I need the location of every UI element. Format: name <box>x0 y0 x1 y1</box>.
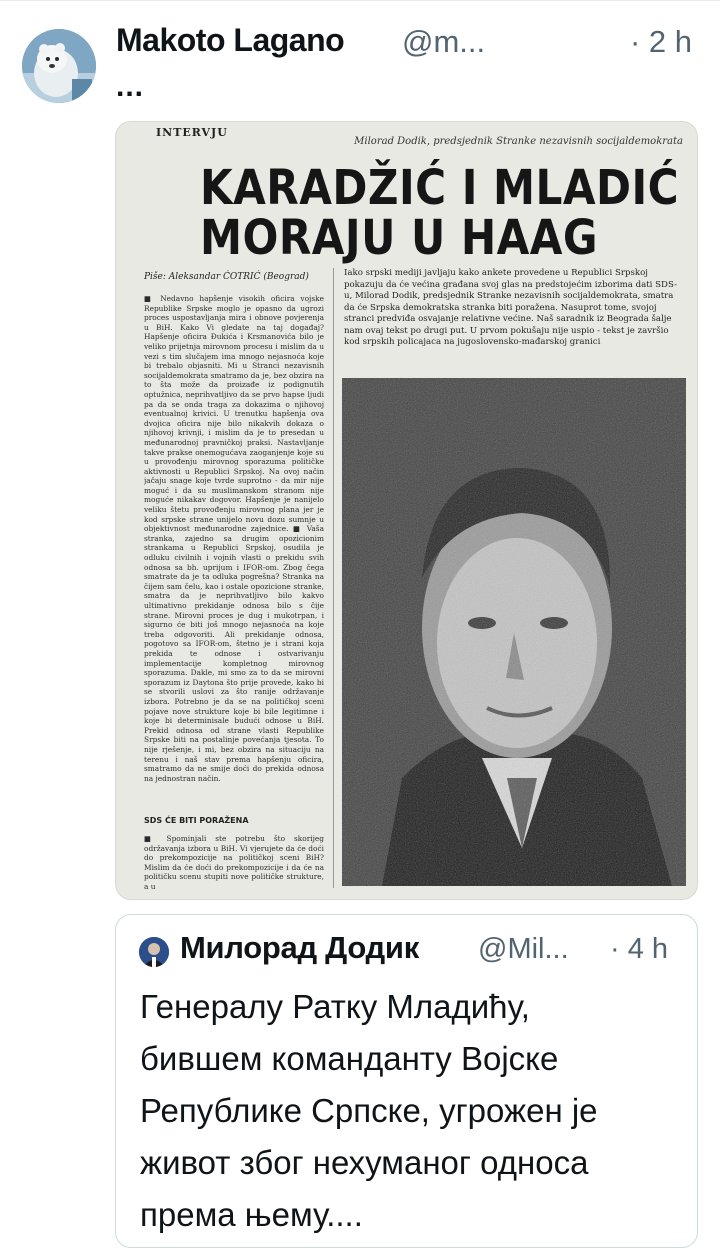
newspaper-section-label: INTERVJU <box>156 126 228 139</box>
newspaper-subhead: SDS ĆE BITI PORAŽENA <box>144 816 249 825</box>
portrait-photo-graphic <box>342 378 686 886</box>
quoted-tweet[interactable] <box>115 914 698 1248</box>
newspaper-column-tail <box>144 834 324 894</box>
author-avatar[interactable] <box>22 29 96 103</box>
tweet-header <box>116 20 696 64</box>
timestamp[interactable]: · 2 h <box>630 24 693 59</box>
newspaper-author: Piše: Aleksandar ĆOTRIĆ (Beograd) <box>144 272 309 282</box>
quoted-text-line: бившем команданту Војске <box>140 1040 559 1077</box>
polar-bear-avatar-icon <box>22 29 96 103</box>
newspaper-column-rule <box>333 268 334 888</box>
newspaper-headline-line2: MORAJU U HAAG <box>200 210 599 266</box>
display-name[interactable]: Makoto Lagano <box>116 22 345 58</box>
newspaper-image[interactable] <box>115 121 698 900</box>
person-avatar-icon <box>139 937 169 967</box>
newspaper-lead: Iako srpski mediji javljaju kako ankete provedene u Republici Srpskoj pokazuju da će većina građana svoj glas na predstojećim izborima dati SDS-u, Milorad Dodik, predsjednik Stranke nezavisnih socijaldemokrata, smatra da će Srpska demokratska stranka biti poražena. Nasuprot tome, svojoj stranci predviđa osvajanje relativne većine. Naš saradnik iz Beograda šalje nam ovaj tekst po drugi put. U prvom pokušaju nije uspio - tekst je završio kod srpskih policajaca na jugoslovensko-mađarskoj granici <box>344 268 678 347</box>
quoted-text-line: према њему.... <box>140 1196 363 1233</box>
quoted-display-name[interactable]: Милорад Додик <box>180 930 419 965</box>
top-divider <box>0 0 720 1</box>
quoted-author-avatar[interactable] <box>139 937 169 967</box>
quoted-text-line: Генералу Ратку Младићу, <box>140 988 530 1025</box>
quoted-timestamp[interactable]: · 4 h <box>610 933 669 965</box>
quoted-text-line: живот због нехуманог односа <box>140 1144 589 1181</box>
quoted-tweet-text <box>140 981 685 1241</box>
newspaper-column-text <box>144 294 324 884</box>
newspaper-column-body: ■ Nedavno hapšenje visokih oficira vojske Republike Srpske moglo je opasno da ugrozi proces uspostavljanja mira i obnove povjerenja u BiH. Kako Vi gledate na taj događaj? Hapšenje oficira Đukića i Krsmanovića bilo je veliko prijetnja mirovnom procesu i mislim da u vezi s tim slučajem ima mnogo nejasnoća koje bi trebalo objasniti. Mi u Stranci nezavisnih socijaldemokrata smatramo da je, bez obzira na to šta može da proizađe iz podignutih optužnica, neprihvatljivo da se prvo hapse ljudi pa da se onda traga za dokazima o njihovoj eventualnoj krivici. U trenutku hapšenja ova dvojica oficira nije bilo nikakvih dokaza o njihovoj krivnji, i mislim da je to presedan u međunarodnoj pravničkoj praksi. Nastavljanje takve prakse onemogućava zaoganjenje koje su u provođenju mirovnog sporazuma političke aktivnosti u Republici Srpskoj. Na ovoj način jačaju snage koje tvrde suprotno - da mir nije moguć i da su muslimanskom stranom nije moguće nikakav dogovor. Hapšenje je nanijelo veliku štetu provođenju mirovnog plana jer je kod srpske strane unijelo novu dozu sumnje u objektivnost međunarodne zajednice. ■ Vaša stranka, zajedno sa drugim opozicionim strankama u Republici Srpskoj, osudila je odluku civilnih i vojnih vlasti o prekidu svih odnosa sa bh. uprijum i IFOR-om. Zbog čega smatrate da je ta odluka pogrešna? Stranka na čijem sam čelu, kao i ostale opozicione stranke, smatra da je neprihvatljivo bilo kakvo ultimativno prekidanje odnosa bilo s čije strane. Mirovni proces je dug i mukotrpan, i sigurno će biti još mnogo nejasnoća na koje treba odgovoriti. Ali prekidanje odnosa, pogotovo sa IFOR-om, štetno je i strani koja prekida te odnose i ostvarivanju implementacije kompletnog mirovnog sporazuma. Dakle, mi smo za to da se mirovni sporazum iz Daytona što prije provede, kako bi se stvorili uslovi za što ranije održavanje izbora. Potrebno je da se na političkoj sceni pojave nove strukture koje bi bile legitimne i koje bi determinisale budući odnose u BiH. Prekid odnosa od strane vlasti Republike Srpske biti na postalinje povećanja tjesota. To nije rješenje, i mi, bez obzira na situaciju na terenu i naš stav prema hapšenju oficira, smatramo da ne smije doći do prekida odnosa na jednostran način. <box>144 294 324 783</box>
quoted-user-handle[interactable]: @Mil... <box>478 933 569 965</box>
quoted-text-line: Републике Српске, угрожен је <box>140 1092 598 1129</box>
newspaper-headline-line1: KARADŽIĆ I MLADIĆ <box>200 160 680 216</box>
user-handle[interactable]: @m... <box>402 24 486 59</box>
newspaper-byline: Milorad Dodik, predsjednik Stranke nezavisnih socijaldemokrata <box>354 136 683 147</box>
tweet-text: ... <box>116 70 145 103</box>
newspaper-column-tail-text: ■ Spominjali ste potrebu što skorijeg održavanja izbora u BiH. Vi vjerujete da će doći do prekompozicije na političkoj sceni BiH? Mislim da će doći do prekompozicije i da će na političku scenu stupiti nove političke strukture, a u <box>144 834 324 891</box>
portrait-photo <box>342 378 686 886</box>
